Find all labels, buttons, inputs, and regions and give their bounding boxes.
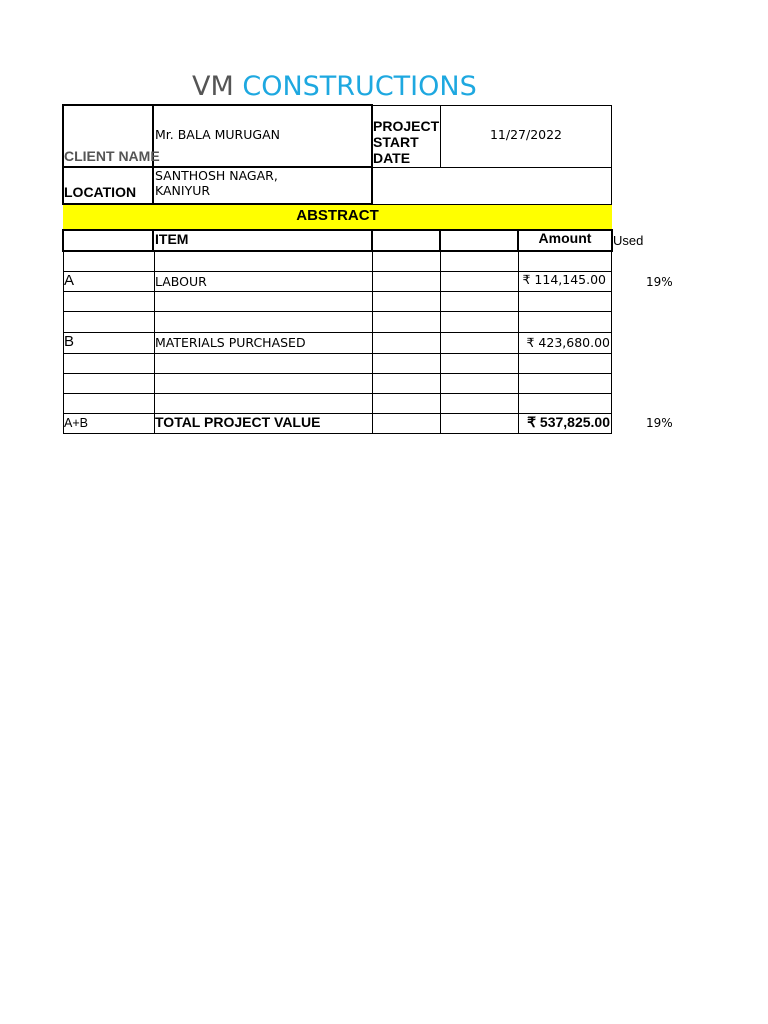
col-item-header: ITEM bbox=[155, 231, 189, 247]
row-item: MATERIALS PURCHASED bbox=[155, 335, 306, 350]
total-used: 19% bbox=[646, 416, 673, 430]
company-title bbox=[192, 70, 477, 104]
project-start-value: 11/27/2022 bbox=[489, 127, 563, 142]
row-amount: ₹ 114,145.00 bbox=[522, 272, 606, 287]
company-prefix: VM bbox=[192, 71, 234, 102]
row-code: A bbox=[64, 272, 75, 289]
row-item: LABOUR bbox=[155, 274, 207, 289]
company-name: CONSTRUCTIONS bbox=[242, 71, 477, 102]
location-value: SANTHOSH NAGAR, KANIYUR bbox=[155, 168, 278, 198]
total-amount: ₹ 537,825.00 bbox=[527, 414, 610, 430]
col-used-header: Used bbox=[613, 233, 644, 248]
client-name-value: Mr. BALA MURUGAN bbox=[155, 127, 280, 142]
client-name-label: CLIENT NAME bbox=[64, 148, 160, 164]
location-label: LOCATION bbox=[64, 184, 137, 200]
abstract-title: ABSTRACT bbox=[296, 207, 379, 224]
total-item: TOTAL PROJECT VALUE bbox=[155, 414, 321, 430]
row-used: 19% bbox=[646, 275, 673, 289]
row-amount: ₹ 423,680.00 bbox=[526, 335, 610, 350]
col-amount-header: Amount bbox=[538, 230, 592, 246]
row-code: B bbox=[64, 333, 75, 350]
total-code: A+B bbox=[64, 416, 88, 430]
project-start-label: PROJECT START DATE bbox=[373, 118, 440, 166]
